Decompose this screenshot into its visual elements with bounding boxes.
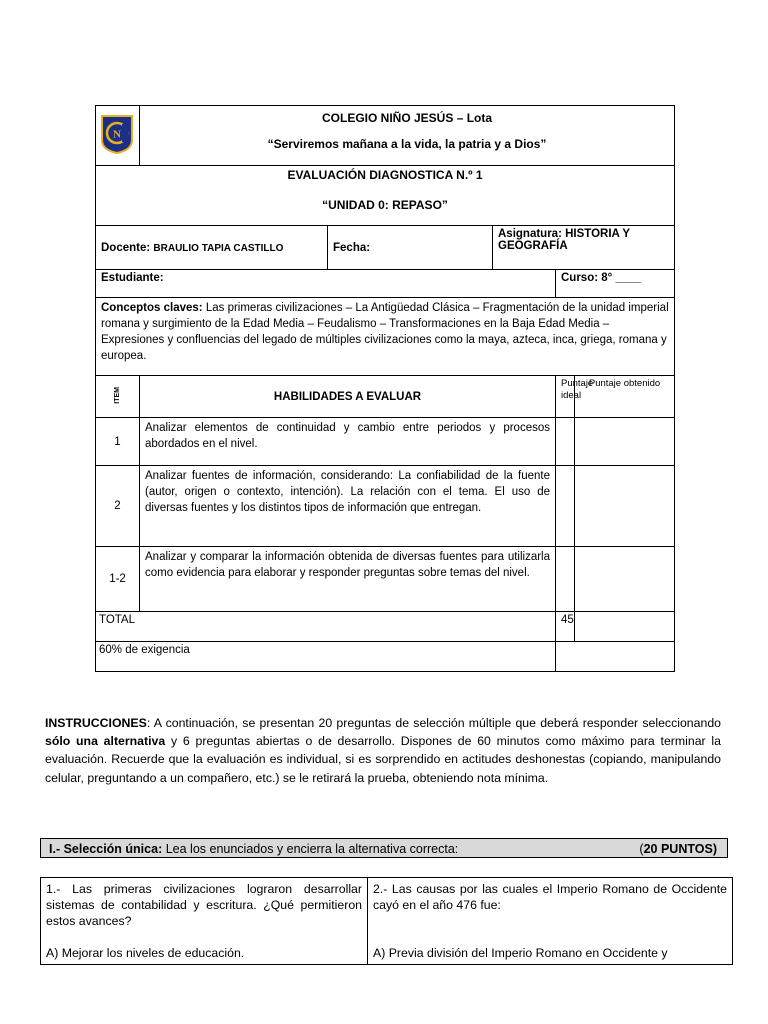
student-cell [96,270,556,298]
ideal-score-cell [556,547,575,612]
school-info-cell [140,106,675,166]
questions-row [41,878,733,965]
instructions-label: INSTRUCCIONES [45,716,147,730]
subject-label: Asignatura: [498,228,562,240]
ideal-score-cell [556,418,575,466]
obtained-score-cell [575,466,675,547]
date-cell [328,226,493,270]
instructions-paragraph [45,714,721,787]
evaluation-title: EVALUACIÓN DIAGNOSTICA N.º 1 [287,168,483,182]
questions-table [40,877,733,965]
teacher-name: BRAULIO TAPIA CASTILLO [153,242,284,254]
subject-cell [493,226,675,270]
school-row [96,106,675,166]
section-1-points-open: ( [639,842,644,856]
total-obtained-cell [575,612,675,642]
item-header-cell [96,376,140,418]
skill-text: Analizar fuentes de información, considerando: La confiabilidad de la fuente (autor, origen o contexto, intención). La relación con el tema. El uso de diversas fuentes y los distintos tipos de información que entregan. [140,466,556,547]
school-name: COLEGIO NIÑO JESÚS – Lota [322,111,493,125]
item-number: 1-2 [96,547,140,612]
header-table [95,105,675,672]
question-2-text: 2.- Las causas por las cuales el Imperio Romano de Occidente cayó en el año 476 fue: [373,882,727,912]
title-row [96,166,675,226]
question-1-option-a[interactable]: A) Mejorar los niveles de educación. [46,946,245,960]
item-number: 1 [96,418,140,466]
total-value: 45 [556,612,575,642]
requirement-value-cell [556,642,675,672]
student-row [96,270,675,298]
unit-title: “UNIDAD 0: REPASO” [322,198,448,212]
title-cell [96,166,675,226]
total-row [96,612,675,642]
skills-header-row [96,376,675,418]
item-number: 2 [96,466,140,547]
course-value: 8° ____ [601,272,642,284]
teacher-label: Docente: [101,241,151,254]
obtained-score-cell [575,547,675,612]
concepts-label: Conceptos claves: [101,302,203,314]
instructions-text-1: : A continuación, se presentan 20 preguntas de selección múltiple que deberá responder seleccionando [146,716,721,730]
student-label: Estudiante: [101,272,164,284]
question-1 [41,878,368,965]
course-label: Curso: [561,272,599,284]
school-motto: “Serviremos mañana a la vida, la patria y a Dios” [267,137,547,151]
section-1-text: Lea los enunciados y encierra la alternativa correcta: [165,842,459,856]
logo-cell [96,106,140,166]
total-label: TOTAL [96,612,556,642]
concepts-cell [96,298,675,376]
obtained-score-cell [575,418,675,466]
teacher-cell [96,226,328,270]
requirement-text: 60% de exigencia [96,642,556,672]
table-row [96,466,675,547]
instructions-text-2: y 6 preguntas abiertas o de desarrollo. Dispones de 60 minutos como máximo para terminar la evaluación. Recuerde que la evaluación es individual, si es sorprendido en actitudes deshonestas (copiando, manipulando celular, preguntando a un compañero, etc.) se le retirará la prueba, obteniendo nota mínima. [45,734,721,785]
question-2-option-a[interactable]: A) Previa división del Imperio Romano en Occidente y [373,946,668,960]
date-label: Fecha: [333,241,371,254]
ideal-score-cell [556,466,575,547]
skills-header: HABILIDADES A EVALUAR [140,376,556,418]
concepts-text: Las primeras civilizaciones – La Antigüedad Clásica – Fragmentación de la unidad imperial romana y surgimiento de la Edad Media – Feudalismo – Transformaciones en la Baja Edad Media – Expresiones y confluencias del legado de múltiples civilizaciones como la maya, azteca, inca, griega, romana y europea. [101,302,669,362]
section-1-header [40,838,728,858]
concepts-row [96,298,675,376]
section-1-points-value: 20 PUNTOS) [643,842,717,856]
obtained-score-header: Puntaje obtenido [575,376,675,418]
teacher-row [96,226,675,270]
subject-name: HISTORIA Y GEOGRAFÍA [498,228,630,252]
table-row [96,547,675,612]
skill-text: Analizar elementos de continuidad y cambio entre periodos y procesos abordados en el nivel. [140,418,556,466]
instructions-emphasis: sólo una alternativa [45,734,166,749]
requirement-row [96,642,675,672]
section-1-label: I.- Selección única: [49,842,163,856]
question-2 [368,878,733,965]
item-header: ITEM [114,386,121,404]
course-cell [556,270,675,298]
section-1-points [639,839,717,859]
school-logo-icon [100,114,134,154]
skill-text: Analizar y comparar la información obtenida de diversas fuentes para utilizarla como evidencia para elaborar y responder preguntas sobre temas del nivel. [140,547,556,612]
ideal-score-header: Puntaje ideal [556,376,575,418]
svg-text:N: N [113,128,121,141]
table-row [96,418,675,466]
question-1-text: 1.- Las primeras civilizaciones lograron desarrollar sistemas de contabilidad y escritura. ¿Qué permitieron estos avances? [46,882,362,928]
